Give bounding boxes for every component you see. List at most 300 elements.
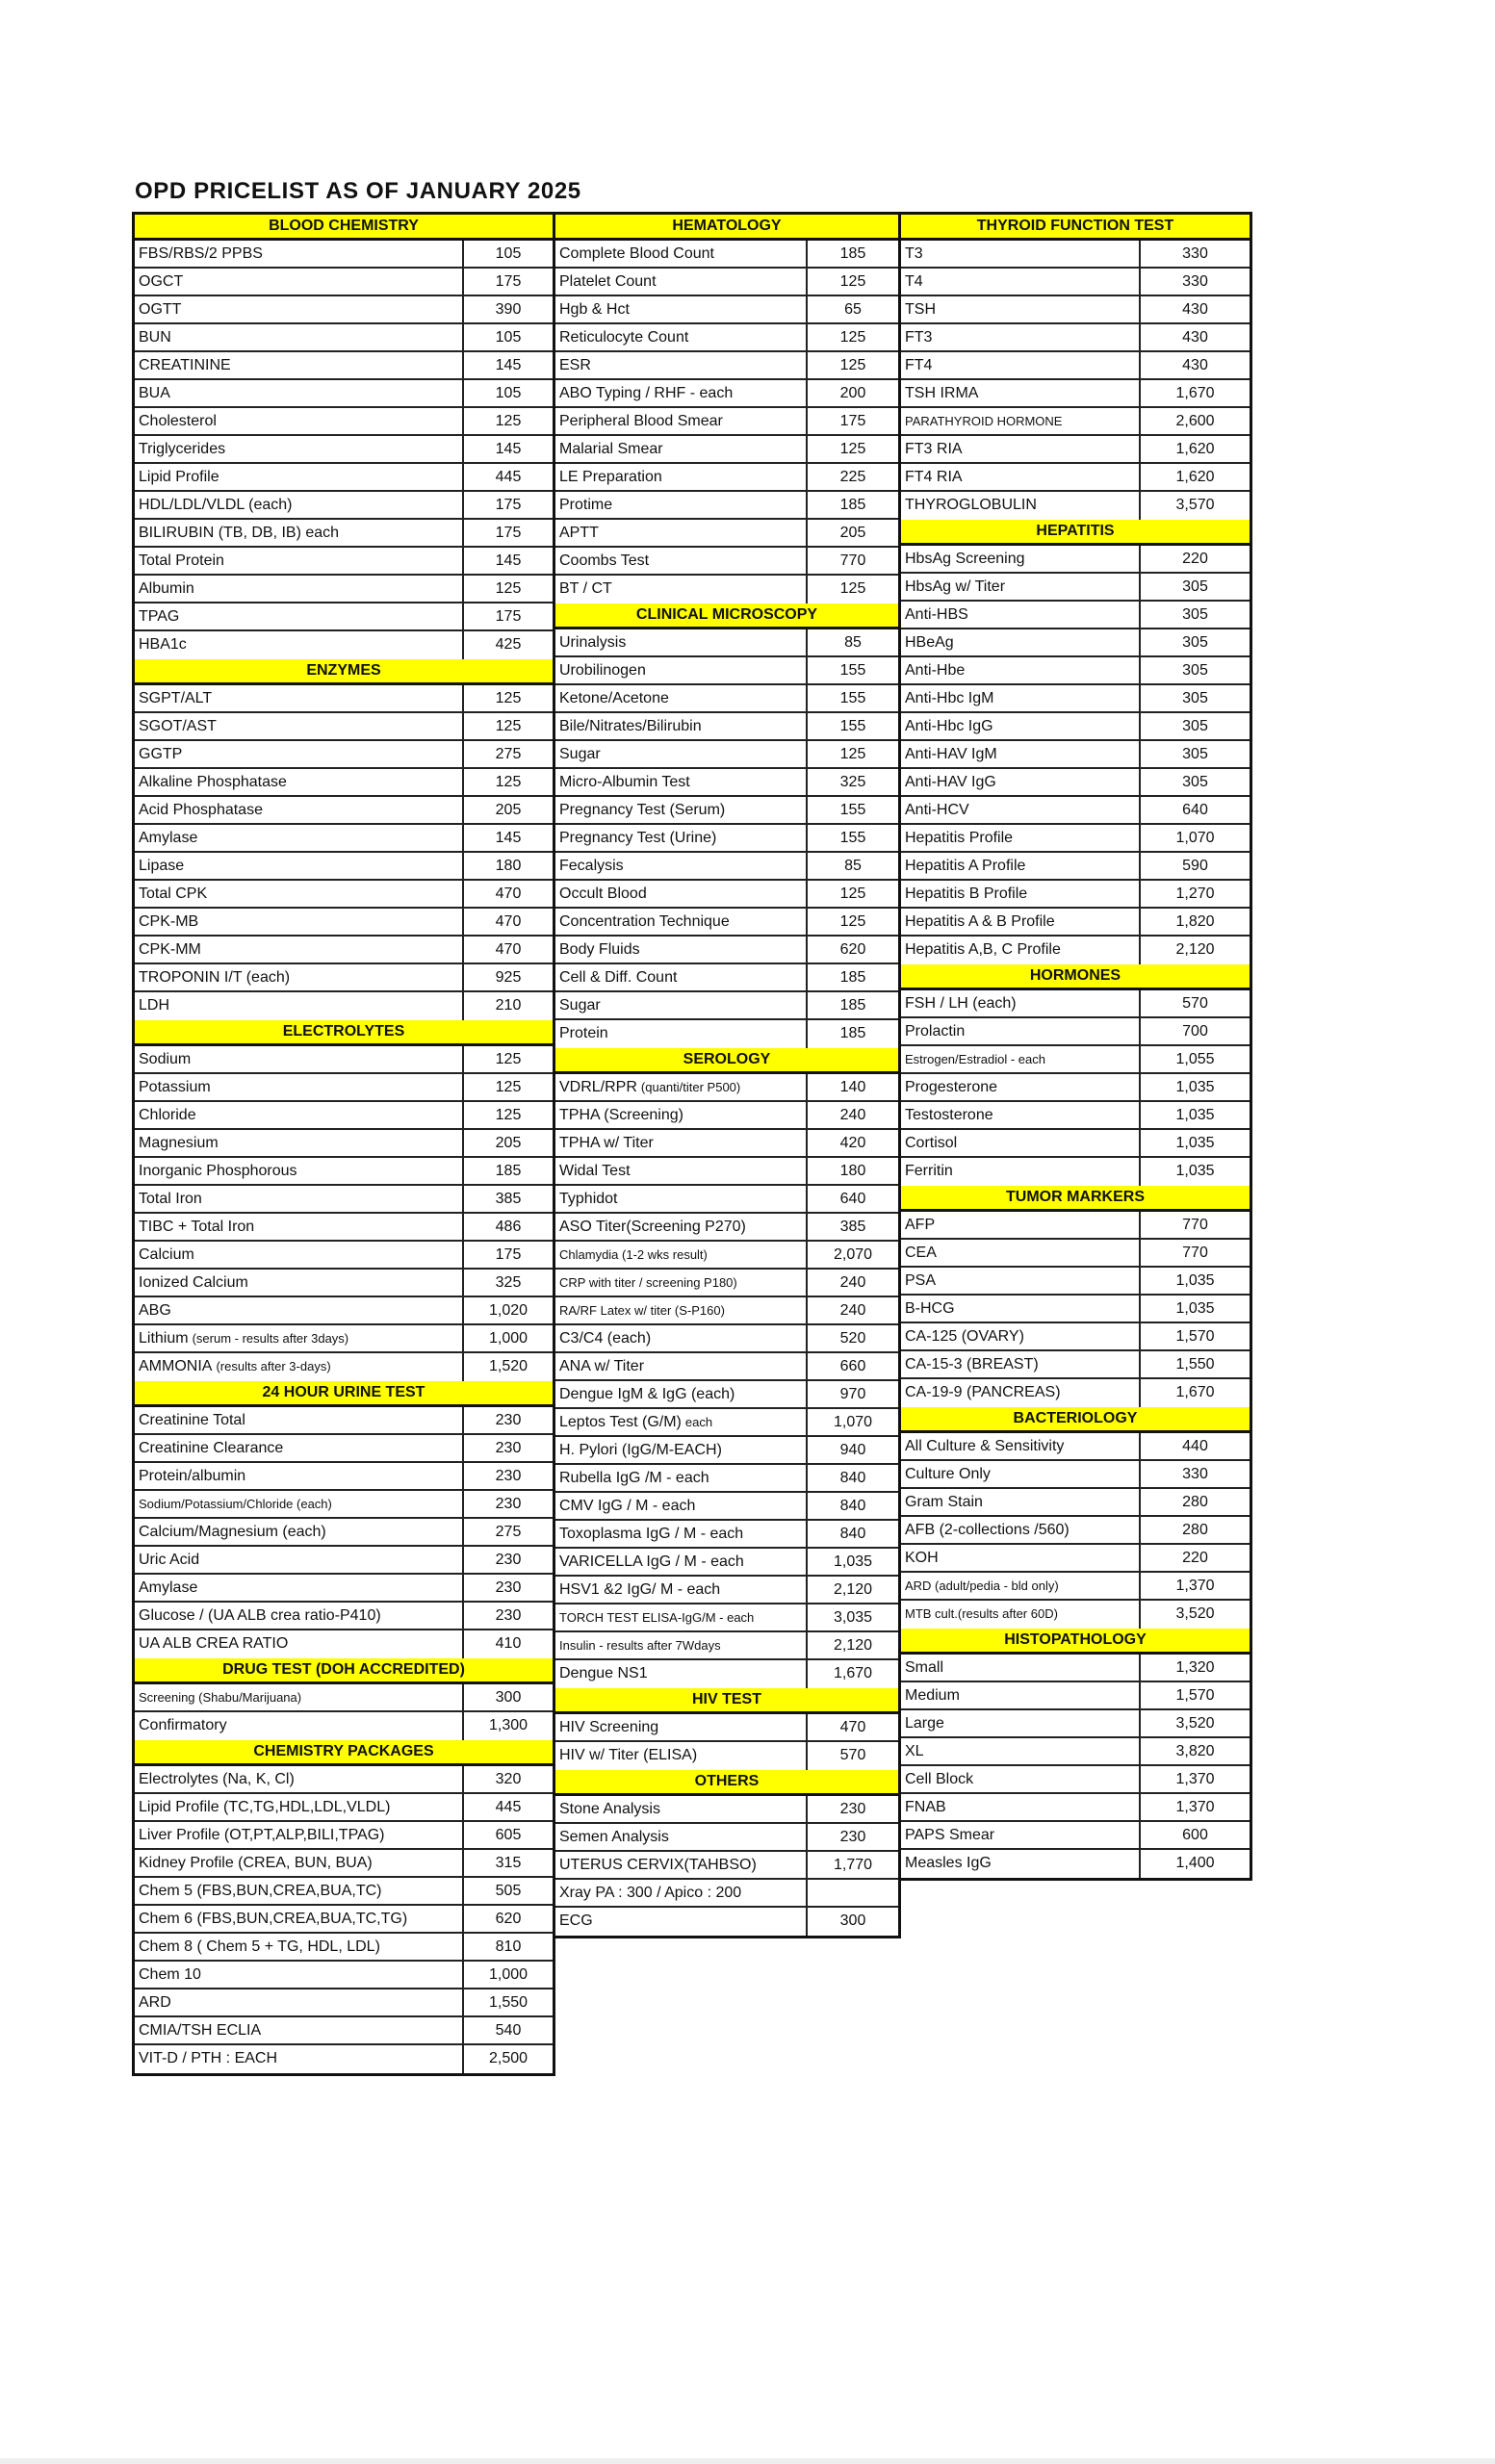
price-row xyxy=(555,296,898,324)
test-price: 1,620 xyxy=(1139,436,1250,462)
test-name: Ionized Calcium xyxy=(139,1274,248,1291)
test-name: HBeAg xyxy=(905,634,954,651)
test-name: Urobilinogen xyxy=(559,662,646,679)
test-name: FNAB xyxy=(905,1799,946,1815)
test-name-cell xyxy=(901,1074,1139,1100)
test-price: 1,000 xyxy=(462,1962,553,1988)
test-name-cell xyxy=(555,797,806,823)
test-name: CPK-MM xyxy=(139,941,201,958)
price-row xyxy=(901,1351,1250,1379)
test-name: TSH IRMA xyxy=(905,385,979,401)
test-name-cell xyxy=(555,881,806,907)
price-row xyxy=(555,352,898,380)
test-note: Insulin - results after 7Wdays xyxy=(559,1638,721,1653)
test-price: 175 xyxy=(462,520,553,546)
test-name: Rubella IgG /M - each xyxy=(559,1470,709,1486)
price-row xyxy=(555,1102,898,1130)
test-name-cell xyxy=(135,1270,462,1296)
price-row xyxy=(555,1437,898,1465)
test-name: HbsAg Screening xyxy=(905,551,1025,567)
test-name: ANA w/ Titer xyxy=(559,1358,645,1374)
test-name-cell xyxy=(901,269,1139,295)
section-header: HORMONES xyxy=(901,964,1250,990)
price-row xyxy=(901,546,1250,574)
test-name: Acid Phosphatase xyxy=(139,802,263,818)
test-name-cell xyxy=(901,909,1139,935)
test-name: ARD xyxy=(139,1994,171,2011)
test-name: Sugar xyxy=(559,746,601,762)
section-header: HEMATOLOGY xyxy=(555,215,898,241)
price-row xyxy=(135,1962,553,1989)
test-price: 840 xyxy=(806,1493,898,1519)
test-price: 280 xyxy=(1139,1489,1250,1515)
price-row xyxy=(135,380,553,408)
test-name: Semen Analysis xyxy=(559,1829,669,1845)
test-price: 185 xyxy=(806,1020,898,1048)
price-row xyxy=(135,769,553,797)
test-note: ARD (adult/pedia - bld only) xyxy=(905,1578,1059,1593)
test-name: Lipid Profile (TC,TG,HDL,LDL,VLDL) xyxy=(139,1799,391,1815)
test-name-cell xyxy=(901,464,1139,490)
test-name: All Culture & Sensitivity xyxy=(905,1438,1065,1454)
test-name: PAPS Smear xyxy=(905,1827,995,1843)
price-row xyxy=(901,853,1250,881)
test-price: 85 xyxy=(806,853,898,879)
test-price: 275 xyxy=(462,1519,553,1545)
test-name: FBS/RBS/2 PPBS xyxy=(139,245,263,262)
test-name: Electrolytes (Na, K, Cl) xyxy=(139,1771,295,1787)
price-row xyxy=(555,1632,898,1660)
test-name-cell xyxy=(555,964,806,990)
test-price: 505 xyxy=(462,1878,553,1904)
price-row xyxy=(135,241,553,269)
test-name-cell xyxy=(901,241,1139,267)
price-row xyxy=(135,1547,553,1575)
price-row xyxy=(901,1710,1250,1738)
test-name-cell xyxy=(555,576,806,603)
test-price: 125 xyxy=(806,269,898,295)
test-name-cell xyxy=(555,1409,806,1435)
test-name: Total CPK xyxy=(139,886,208,902)
test-name: Bile/Nitrates/Bilirubin xyxy=(559,718,702,734)
test-name-cell xyxy=(555,937,806,962)
test-name-cell xyxy=(135,1158,462,1184)
test-price: 225 xyxy=(806,464,898,490)
test-name-cell xyxy=(555,296,806,322)
price-row xyxy=(555,1742,898,1770)
price-row xyxy=(901,1850,1250,1878)
test-name-cell xyxy=(901,1601,1139,1629)
test-name-cell xyxy=(901,1046,1139,1072)
test-name: HbsAg w/ Titer xyxy=(905,578,1006,595)
test-name-cell xyxy=(555,1074,806,1100)
test-name: Lithium xyxy=(139,1330,189,1347)
price-row xyxy=(135,1712,553,1740)
price-row xyxy=(901,990,1250,1018)
price-row xyxy=(135,1463,553,1491)
test-name: Anti-HAV IgM xyxy=(905,746,997,762)
test-name: Concentration Technique xyxy=(559,913,730,930)
price-row xyxy=(555,1824,898,1852)
test-price: 1,035 xyxy=(1139,1074,1250,1100)
price-row xyxy=(901,1018,1250,1046)
test-price: 65 xyxy=(806,296,898,322)
test-price: 200 xyxy=(806,380,898,406)
test-name-cell xyxy=(901,408,1139,434)
price-row xyxy=(555,1074,898,1102)
test-price: 470 xyxy=(462,937,553,962)
test-name: Testosterone xyxy=(905,1107,993,1123)
price-row xyxy=(135,881,553,909)
test-name: B-HCG xyxy=(905,1300,955,1317)
test-price: 105 xyxy=(462,241,553,267)
price-row xyxy=(135,464,553,492)
price-row xyxy=(555,464,898,492)
test-name: VDRL/RPR xyxy=(559,1079,637,1095)
test-price: 640 xyxy=(1139,797,1250,823)
price-row xyxy=(135,909,553,937)
test-name-cell xyxy=(555,520,806,546)
price-row xyxy=(555,713,898,741)
test-price: 1,035 xyxy=(1139,1102,1250,1128)
test-name: Hepatitis Profile xyxy=(905,830,1014,846)
test-name-cell xyxy=(135,1878,462,1904)
test-name-cell xyxy=(555,1880,806,1906)
test-name-cell xyxy=(901,769,1139,795)
test-price: 125 xyxy=(462,685,553,711)
price-row xyxy=(555,548,898,576)
test-note: TORCH TEST ELISA-IgG/M - each xyxy=(559,1610,755,1625)
price-row xyxy=(555,1130,898,1158)
test-name-cell xyxy=(135,1850,462,1876)
test-name: Typhidot xyxy=(559,1191,618,1207)
price-row xyxy=(135,1130,553,1158)
test-note: Sodium/Potassium/Chloride (each) xyxy=(139,1497,332,1511)
test-name: XL xyxy=(905,1743,924,1759)
test-name: Stone Analysis xyxy=(559,1801,660,1817)
price-row xyxy=(555,1604,898,1632)
test-name: Dengue IgM & IgG (each) xyxy=(559,1386,735,1402)
test-name-cell xyxy=(901,1130,1139,1156)
test-name-cell xyxy=(555,629,806,655)
test-price: 520 xyxy=(806,1325,898,1351)
test-price: 770 xyxy=(1139,1240,1250,1266)
price-row xyxy=(901,685,1250,713)
price-row xyxy=(135,1270,553,1297)
test-name: Liver Profile (OT,PT,ALP,BILI,TPAG) xyxy=(139,1827,385,1843)
test-name-cell xyxy=(901,492,1139,520)
test-price: 175 xyxy=(462,1242,553,1268)
test-price: 210 xyxy=(462,992,553,1020)
test-name: Confirmatory xyxy=(139,1717,227,1733)
test-name: BT / CT xyxy=(559,580,612,597)
price-row xyxy=(135,825,553,853)
price-row xyxy=(135,1102,553,1130)
price-row xyxy=(901,881,1250,909)
test-price: 155 xyxy=(806,657,898,683)
price-row xyxy=(555,769,898,797)
test-name: Culture Only xyxy=(905,1466,991,1482)
test-price: 1,400 xyxy=(1139,1850,1250,1878)
test-name: FT4 RIA xyxy=(905,469,963,485)
test-name: Anti-Hbc IgM xyxy=(905,690,994,706)
test-name-cell xyxy=(135,296,462,322)
test-name: Anti-Hbc IgG xyxy=(905,718,993,734)
test-name-cell xyxy=(135,769,462,795)
price-row xyxy=(901,296,1250,324)
test-name-cell xyxy=(135,1214,462,1240)
test-name-cell xyxy=(555,1465,806,1491)
test-price: 125 xyxy=(806,909,898,935)
price-row xyxy=(135,797,553,825)
test-price: 305 xyxy=(1139,629,1250,655)
test-name: Hepatitis B Profile xyxy=(905,886,1028,902)
test-name-cell xyxy=(901,574,1139,600)
price-row xyxy=(555,1660,898,1688)
test-name: CEA xyxy=(905,1245,937,1261)
test-price: 940 xyxy=(806,1437,898,1463)
test-name: Kidney Profile (CREA, BUN, BUA) xyxy=(139,1855,373,1871)
test-name-cell xyxy=(555,1214,806,1240)
test-name: Albumin xyxy=(139,580,194,597)
test-name-cell xyxy=(901,1794,1139,1820)
test-price: 125 xyxy=(806,741,898,767)
test-name-cell xyxy=(555,1549,806,1575)
test-name: Chem 5 (FBS,BUN,CREA,BUA,TC) xyxy=(139,1883,382,1899)
price-row xyxy=(901,1794,1250,1822)
test-name-cell xyxy=(901,1268,1139,1294)
test-name: Lipid Profile xyxy=(139,469,219,485)
test-name: CMV IgG / M - each xyxy=(559,1498,696,1514)
test-name: Amylase xyxy=(139,830,198,846)
test-name: Glucose / (UA ALB crea ratio-P410) xyxy=(139,1607,381,1624)
test-price: 155 xyxy=(806,825,898,851)
price-row xyxy=(555,576,898,603)
test-name: AMMONIA xyxy=(139,1358,213,1374)
test-name: Hgb & Hct xyxy=(559,301,630,318)
test-price: 240 xyxy=(806,1270,898,1296)
test-price: 125 xyxy=(462,713,553,739)
page-bottom-edge xyxy=(0,2458,1495,2464)
test-name-cell xyxy=(135,1684,462,1710)
price-row xyxy=(135,1214,553,1242)
price-row xyxy=(135,1325,553,1353)
test-price: 470 xyxy=(462,881,553,907)
test-name-cell xyxy=(135,1906,462,1932)
test-name-cell xyxy=(901,881,1139,907)
test-price: 1,670 xyxy=(1139,380,1250,406)
test-price: 1,550 xyxy=(462,1989,553,2015)
test-name-cell xyxy=(555,1297,806,1323)
test-name-cell xyxy=(901,1573,1139,1599)
test-note: Estrogen/Estradiol - each xyxy=(905,1052,1045,1066)
test-name-cell xyxy=(135,1353,462,1381)
test-name-cell xyxy=(901,1461,1139,1487)
test-name: Cortisol xyxy=(905,1135,958,1151)
test-name-cell xyxy=(555,1353,806,1379)
test-name: Complete Blood Count xyxy=(559,245,714,262)
test-name: Calcium/Magnesium (each) xyxy=(139,1524,326,1540)
price-row xyxy=(135,1989,553,2017)
test-name: BUN xyxy=(139,329,171,346)
test-name-cell xyxy=(901,296,1139,322)
test-price: 1,570 xyxy=(1139,1323,1250,1349)
test-name: SGOT/AST xyxy=(139,718,217,734)
price-row xyxy=(555,909,898,937)
test-name-cell xyxy=(555,1186,806,1212)
section-header: CLINICAL MICROSCOPY xyxy=(555,603,898,629)
test-name: ECG xyxy=(559,1912,593,1929)
price-row xyxy=(555,1186,898,1214)
test-name: Cell & Diff. Count xyxy=(559,969,678,986)
section-header: BACTERIOLOGY xyxy=(901,1407,1250,1433)
test-name: TIBC + Total Iron xyxy=(139,1219,255,1235)
test-name-cell xyxy=(555,1325,806,1351)
test-name: AFP xyxy=(905,1217,936,1233)
test-note: MTB cult.(results after 60D) xyxy=(905,1606,1058,1621)
test-price: 105 xyxy=(462,324,553,350)
test-name-cell xyxy=(555,269,806,295)
price-row xyxy=(555,964,898,992)
price-row xyxy=(555,324,898,352)
price-row xyxy=(135,576,553,603)
test-price: 570 xyxy=(806,1742,898,1770)
test-name-cell xyxy=(901,1379,1139,1407)
test-note: (results after 3-days) xyxy=(216,1359,331,1373)
test-price: 105 xyxy=(462,380,553,406)
price-row xyxy=(135,1822,553,1850)
test-name-cell xyxy=(135,1934,462,1960)
test-name: CPK-MB xyxy=(139,913,199,930)
test-name: C3/C4 (each) xyxy=(559,1330,652,1347)
test-price: 180 xyxy=(806,1158,898,1184)
test-name-cell xyxy=(135,492,462,518)
test-name-cell xyxy=(135,937,462,962)
test-name-cell xyxy=(901,602,1139,628)
price-row xyxy=(555,1297,898,1325)
test-price: 770 xyxy=(806,548,898,574)
test-name: Protime xyxy=(559,497,613,513)
test-name: ABG xyxy=(139,1302,171,1319)
test-price: 1,370 xyxy=(1139,1573,1250,1599)
test-name-cell xyxy=(555,548,806,574)
test-name-cell xyxy=(135,464,462,490)
test-price: 970 xyxy=(806,1381,898,1407)
price-row xyxy=(135,2045,553,2073)
test-price: 325 xyxy=(806,769,898,795)
price-row xyxy=(135,1046,553,1074)
test-name-cell xyxy=(135,992,462,1020)
test-price: 180 xyxy=(462,853,553,879)
price-row xyxy=(555,269,898,296)
test-name: FT3 RIA xyxy=(905,441,963,457)
test-name-cell xyxy=(135,520,462,546)
section-header: HIV TEST xyxy=(555,1688,898,1714)
test-note: Chlamydia (1-2 wks result) xyxy=(559,1247,708,1262)
price-row xyxy=(901,1766,1250,1794)
test-price: 486 xyxy=(462,1214,553,1240)
test-name-cell xyxy=(135,1325,462,1351)
test-price: 840 xyxy=(806,1465,898,1491)
test-name: Widal Test xyxy=(559,1163,631,1179)
price-row xyxy=(135,1491,553,1519)
test-name: Chem 8 ( Chem 5 + TG, HDL, LDL) xyxy=(139,1938,380,1955)
test-name: SGPT/ALT xyxy=(139,690,213,706)
test-price: 1,270 xyxy=(1139,881,1250,907)
price-row xyxy=(901,1130,1250,1158)
test-name-cell xyxy=(135,1074,462,1100)
test-price: 1,770 xyxy=(806,1852,898,1878)
price-row xyxy=(135,1353,553,1381)
test-name-cell xyxy=(555,380,806,406)
test-name-cell xyxy=(135,324,462,350)
price-row xyxy=(135,964,553,992)
price-row xyxy=(555,657,898,685)
test-name-cell xyxy=(901,825,1139,851)
test-name-cell xyxy=(135,576,462,602)
test-name-cell xyxy=(135,1186,462,1212)
test-name: Creatinine Clearance xyxy=(139,1440,284,1456)
test-name: Peripheral Blood Smear xyxy=(559,413,723,429)
test-name: Gram Stain xyxy=(905,1494,983,1510)
test-price: 125 xyxy=(462,408,553,434)
test-name: THYROGLOBULIN xyxy=(905,497,1037,513)
test-price: 175 xyxy=(806,408,898,434)
test-name: HIV w/ Titer (ELISA) xyxy=(559,1747,698,1763)
test-name-cell xyxy=(901,546,1139,572)
test-name: Cholesterol xyxy=(139,413,217,429)
test-price: 700 xyxy=(1139,1018,1250,1044)
test-name: CA-15-3 (BREAST) xyxy=(905,1356,1039,1373)
test-price: 640 xyxy=(806,1186,898,1212)
price-row xyxy=(135,1630,553,1658)
test-name-cell xyxy=(135,2017,462,2043)
test-price: 1,550 xyxy=(1139,1351,1250,1377)
test-price: 155 xyxy=(806,713,898,739)
price-row xyxy=(555,1158,898,1186)
price-row xyxy=(135,408,553,436)
test-price: 205 xyxy=(462,1130,553,1156)
test-name: Xray PA : 300 / Apico : 200 xyxy=(559,1885,742,1901)
test-name-cell xyxy=(901,657,1139,683)
test-note: RA/RF Latex w/ titer (S-P160) xyxy=(559,1303,725,1318)
price-row xyxy=(901,769,1250,797)
test-price: 2,120 xyxy=(806,1632,898,1658)
section-header: SEROLOGY xyxy=(555,1048,898,1074)
test-name-cell xyxy=(901,1240,1139,1266)
price-row xyxy=(135,1906,553,1934)
test-name-cell xyxy=(901,1850,1139,1878)
test-name-cell xyxy=(135,1794,462,1820)
price-row xyxy=(901,352,1250,380)
test-name-cell xyxy=(901,1489,1139,1515)
test-price: 240 xyxy=(806,1102,898,1128)
test-price: 3,520 xyxy=(1139,1601,1250,1629)
price-row xyxy=(135,1435,553,1463)
test-name: Chem 6 (FBS,BUN,CREA,BUA,TC,TG) xyxy=(139,1911,408,1927)
test-name: Total Iron xyxy=(139,1191,202,1207)
price-row xyxy=(901,1738,1250,1766)
test-name: ABO Typing / RHF - each xyxy=(559,385,734,401)
test-price: 330 xyxy=(1139,1461,1250,1487)
price-row xyxy=(901,492,1250,520)
test-price: 445 xyxy=(462,464,553,490)
test-price: 1,035 xyxy=(1139,1158,1250,1186)
test-name-cell xyxy=(555,324,806,350)
test-name-cell xyxy=(135,1463,462,1489)
price-row xyxy=(555,1465,898,1493)
price-row xyxy=(555,1796,898,1824)
